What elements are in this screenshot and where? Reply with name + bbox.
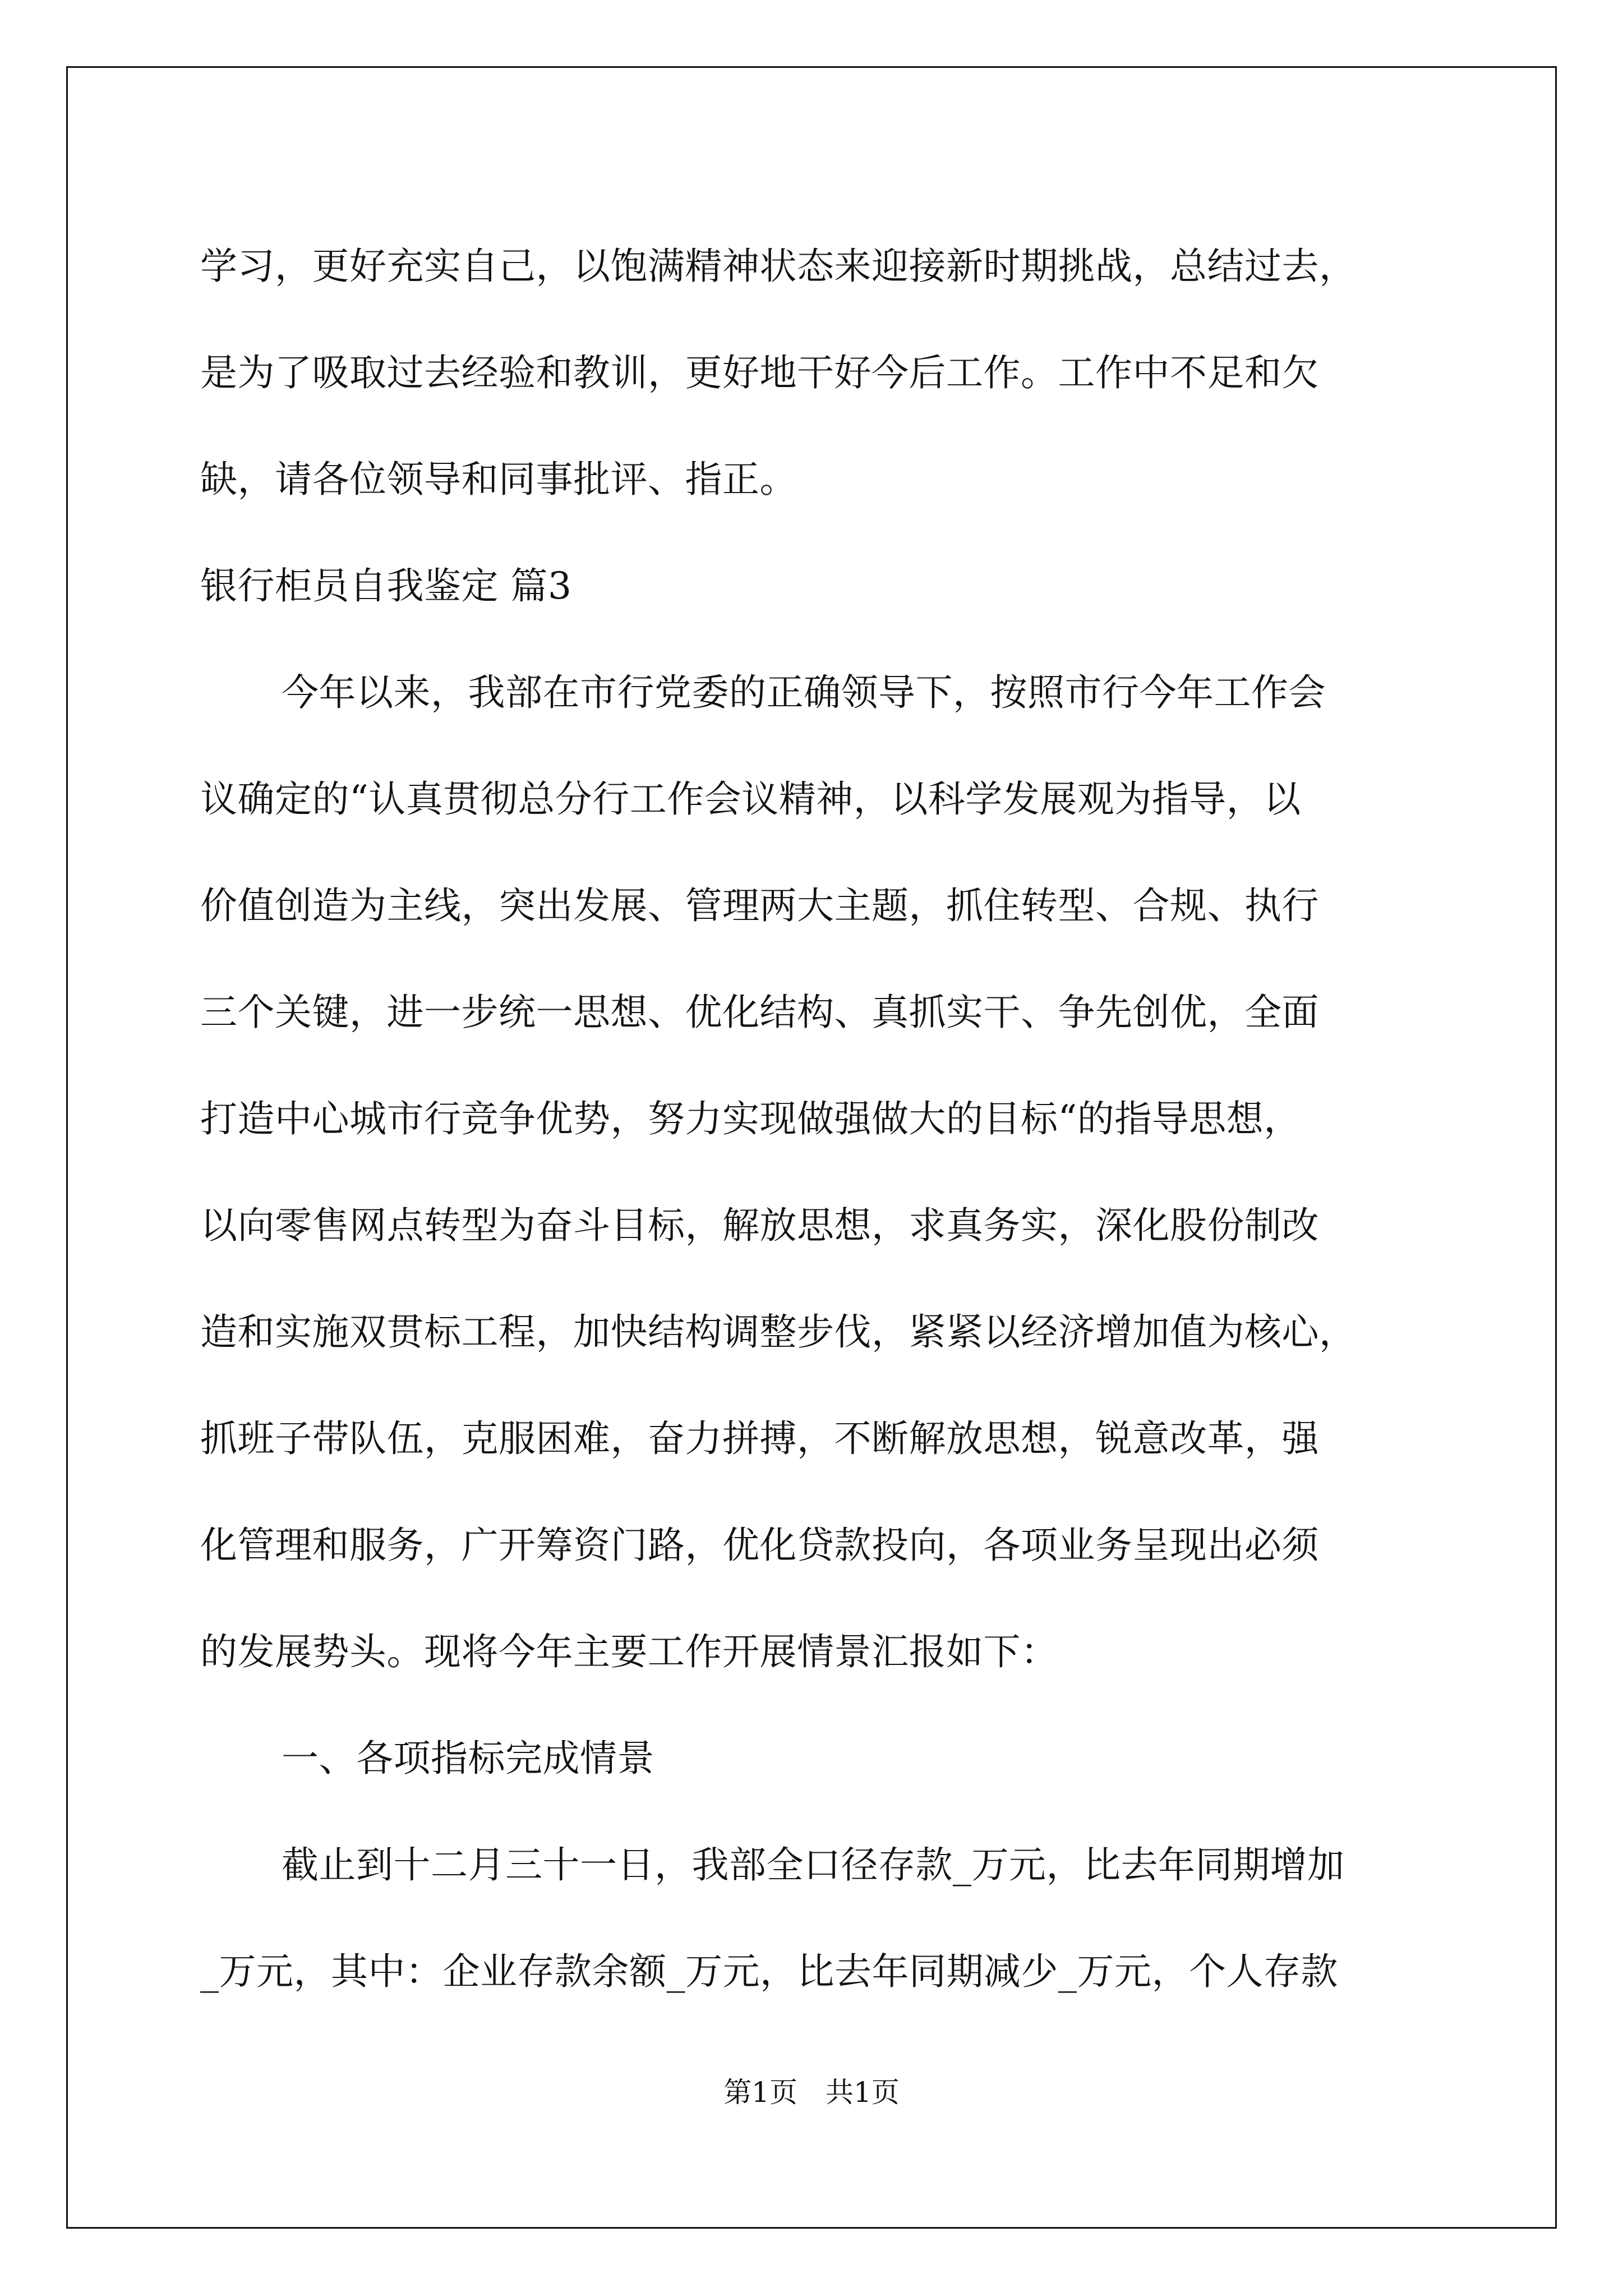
text-line: 化管理和服务，广开筹资门路，优化贷款投向，各项业务呈现出必须	[200, 1524, 1319, 1567]
text-line: 的发展势头。现将今年主要工作开展情景汇报如下：	[200, 1630, 1058, 1673]
text-line: 今年以来，我部在市行党委的正确领导下，按照市行今年工作会	[282, 671, 1326, 714]
section-heading: 银行柜员自我鉴定 篇3	[200, 564, 572, 608]
text-line: 议确定的“认真贯彻总分行工作会议精神，以科学发展观为指导，以	[200, 777, 1301, 821]
subsection-heading: 一、各项指标完成情景	[282, 1737, 654, 1780]
text-line: 以向零售网点转型为奋斗目标，解放思想，求真务实，深化股份制改	[200, 1204, 1319, 1247]
text-line: 三个关键，进一步统一思想、优化结构、真抓实干、争先创优，全面	[200, 991, 1319, 1034]
text-line: 抓班子带队伍，克服困难，奋力拼搏，不断解放思想，锐意改革，强	[200, 1417, 1319, 1460]
page-footer: 第1页 共1页	[723, 2076, 900, 2109]
text-line: 是为了吸取过去经验和教训，更好地干好今后工作。工作中不足和欠	[200, 351, 1319, 394]
document-body	[200, 213, 1434, 2025]
text-line: 打造中心城市行竞争优势，努力实现做强做大的目标“的指导思想，	[200, 1097, 1301, 1140]
text-line: 缺，请各位领导和同事批评、指正。	[200, 458, 797, 501]
text-line: 学习，更好充实自己，以饱满精神状态来迎接新时期挑战，总结过去，	[200, 245, 1357, 288]
text-line: 造和实施双贯标工程，加快结构调整步伐，紧紧以经济增加值为核心，	[200, 1310, 1357, 1354]
text-line: 价值创造为主线，突出发展、管理两大主题，抓住转型、合规、执行	[200, 884, 1319, 927]
text-line: _万元，其中：企业存款余额_万元，比去年同期减少_万元，个人存款	[200, 1950, 1338, 1993]
text-line: 截止到十二月三十一日，我部全口径存款_万元，比去年同期增加	[282, 1843, 1345, 1887]
